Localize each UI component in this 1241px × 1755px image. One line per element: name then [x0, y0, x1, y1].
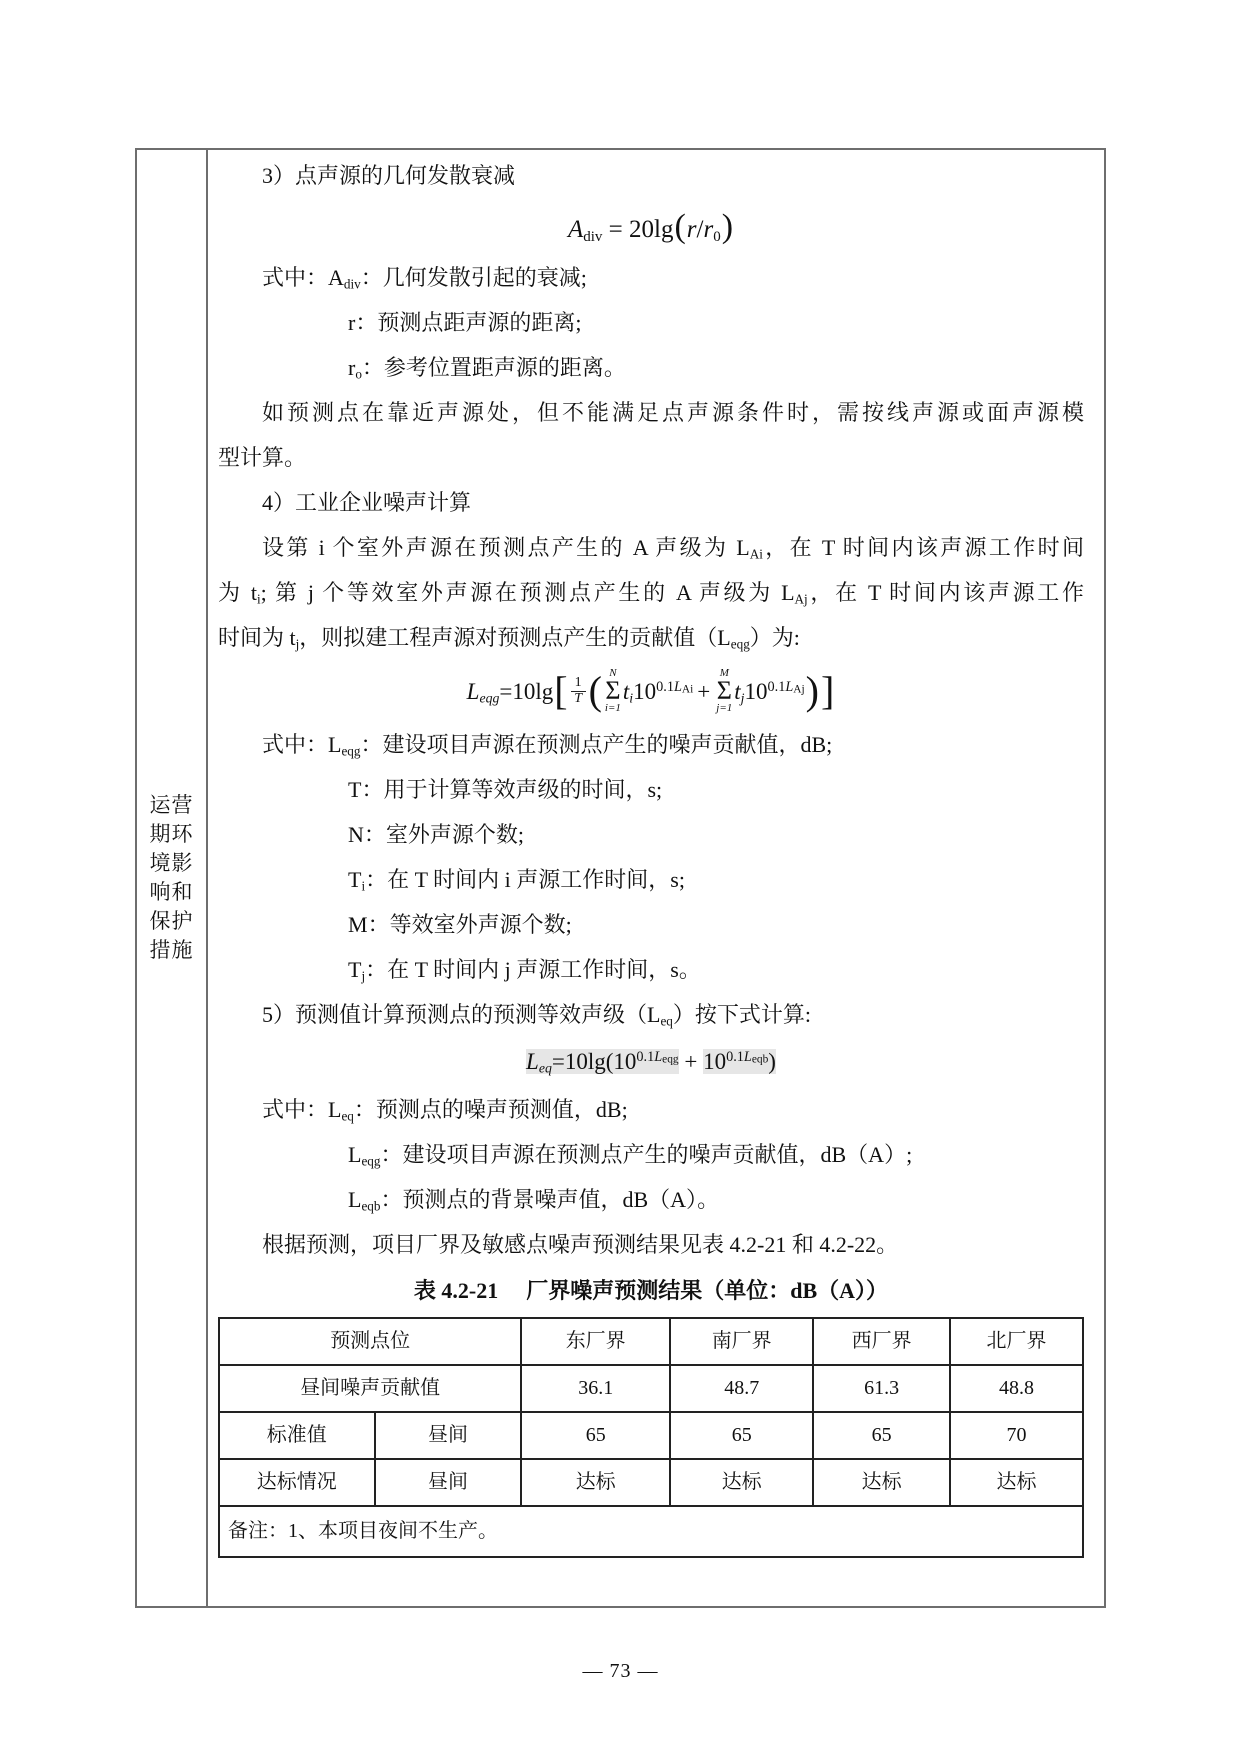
- def-leqb: $L_{eqb}$：预测点的背景噪声值，dB（A）。: [348, 1187, 720, 1214]
- sidebar-label-line: 措施: [149, 938, 194, 962]
- paragraph-near-source-line2: 型计算。: [218, 445, 307, 470]
- heading-industrial-noise-calc: 4）工业企业噪声计算: [262, 490, 472, 515]
- noise-prediction-table: [218, 1317, 1084, 1558]
- table-header-row: [219, 1318, 1083, 1365]
- table-title: [218, 1267, 1084, 1315]
- value-compliance-north: 达标: [950, 1459, 1083, 1506]
- value-compliance-west: 达标: [813, 1459, 950, 1506]
- value-compliance-south: 达标: [670, 1459, 813, 1506]
- row-label-contribution: 昼间噪声贡献值: [219, 1365, 521, 1412]
- def-Ti: $T_i$：在 T 时间内 i 声源工作时间，s;: [348, 867, 685, 894]
- formula-leqg-close-paren: ): [805, 668, 819, 713]
- row-label-standard: 标准值: [219, 1412, 375, 1459]
- heading-prediction-value: 5）预测值计算预测点的预测等效声级$(L_{eq})$按下式计算:: [262, 1002, 812, 1029]
- sidebar-label-line: 响和: [149, 880, 194, 904]
- table-row-compliance: [219, 1459, 1083, 1506]
- value-contribution-north: 48.8: [950, 1365, 1083, 1412]
- paragraph-near-source-line1: 如预测点在靠近声源处，但不能满足点声源条件时，需按线声源或面声源模: [262, 400, 1084, 425]
- paragraph-sources-line3: 时间为 $t_j$，则拟建工程声源对预测点产生的贡献值$(L_{eqg})$为:: [218, 625, 800, 652]
- formula-leqg-fraction-1-over-T: $\frac{1}{T}$: [571, 676, 586, 706]
- sidebar-label-line: 运营: [149, 793, 194, 817]
- row-sublabel-daytime-1: 昼间: [375, 1412, 522, 1459]
- value-standard-north: 70: [950, 1412, 1083, 1459]
- formula-leqg: [218, 660, 1084, 722]
- paragraph-sources-line1: 设第 i 个室外声源在预测点产生的 A 声级为 $L_{Ai}$，在 T 时间内该声源工作时间: [262, 535, 1085, 562]
- def-N: N：室外声源个数;: [348, 822, 525, 847]
- def-leq: 式中：$L_{eq}$：预测点的噪声预测值，dB;: [262, 1097, 628, 1124]
- value-contribution-east: 36.1: [521, 1365, 670, 1412]
- sidebar-label: [150, 791, 194, 965]
- formula-leq-part2: $10^{0.1L_{eqb}}$): [703, 1049, 776, 1074]
- formula-leq-part1: $L_{eq}=10\lg(10^{0.1L_{eqg}}$: [526, 1049, 679, 1076]
- formula-adiv-open-paren: (: [674, 208, 686, 245]
- formula-leq: [218, 1037, 1084, 1087]
- def-r: r：预测点距声源的距离;: [348, 310, 582, 335]
- sidebar-label-line: 保护: [149, 909, 194, 933]
- header-cell-east: 东厂界: [521, 1318, 670, 1365]
- formula-leqg-lhs: $L_{eqg}$: [466, 678, 500, 705]
- header-cell-west: 西厂界: [813, 1318, 950, 1365]
- paragraph-sources-line2: 为 $t_i$; 第 j 个等效室外声源在预测点产生的 A 声级为 $L_{Aj}$，在 T 时间内该声源工作: [218, 580, 1084, 607]
- heading-point-source-attenuation: 3）点声源的几何发散衰减: [262, 163, 516, 188]
- formula-leqg-open-bracket: [: [554, 668, 568, 713]
- formula-leqg-term-j: $t_j10^{0.1L_{Aj}}$: [734, 678, 805, 705]
- formula-adiv-lhs: $A_{div}$: [567, 216, 603, 245]
- formula-adiv-r: r: [686, 216, 697, 243]
- row-sublabel-daytime-2: 昼间: [375, 1459, 522, 1506]
- def-adiv: 式中：$A_{div}$：几何发散引起的衰减;: [262, 265, 587, 292]
- header-cell-point: 预测点位: [219, 1318, 521, 1365]
- formula-leqg-close-bracket: ]: [820, 668, 835, 713]
- paragraph-results-reference: 根据预测，项目厂界及敏感点噪声预测结果见表 4.2-21 和 4.2-22。: [262, 1232, 899, 1257]
- formula-leqg-open-paren: (: [588, 668, 602, 713]
- table-note-row: [219, 1506, 1083, 1557]
- value-standard-east: 65: [521, 1412, 670, 1459]
- def-Tj: $T_j$：在 T 时间内 j 声源工作时间，s。: [348, 957, 701, 984]
- formula-leqg-sum-j: M Σ j=1: [716, 667, 733, 715]
- def-leqg: 式中：$L_{eqg}$：建设项目声源在预测点产生的噪声贡献值，dB;: [262, 732, 833, 759]
- def-M: M：等效室外声源个数;: [348, 912, 572, 937]
- formula-adiv-eq: = 20lg: [602, 216, 674, 243]
- def-r0: $r_o$：参考位置距声源的距离。: [348, 355, 626, 382]
- def-T: T：用于计算等效声级的时间，s;: [348, 777, 663, 802]
- formula-leq-plus: +: [678, 1049, 704, 1074]
- formula-adiv-r0: $r_0$: [703, 216, 721, 245]
- header-cell-south: 南厂界: [670, 1318, 813, 1365]
- table-row-standard: [219, 1412, 1083, 1459]
- table-row-contribution: [219, 1365, 1083, 1412]
- sidebar-label-line: 期环: [149, 822, 194, 846]
- formula-adiv-slash: /: [696, 216, 704, 243]
- formula-leqg-eq: =10lg: [499, 678, 554, 704]
- main-content-cell: [208, 150, 1104, 1606]
- sidebar-label-line: 境影: [149, 851, 194, 875]
- document-frame: [135, 148, 1106, 1608]
- formula-leqg-plus: +: [697, 678, 711, 704]
- value-standard-west: 65: [813, 1412, 950, 1459]
- table-number: 表 4.2-21: [413, 1278, 499, 1303]
- value-contribution-south: 48.7: [670, 1365, 813, 1412]
- table-title-text: 厂界噪声预测结果（单位：dB（A））: [526, 1278, 889, 1303]
- row-label-compliance: 达标情况: [219, 1459, 375, 1506]
- page-number: — 73 —: [582, 1660, 659, 1682]
- formula-leqg-sum-i: N Σ i=1: [604, 667, 621, 715]
- value-compliance-east: 达标: [521, 1459, 670, 1506]
- formula-adiv-close-paren: ): [721, 208, 734, 245]
- header-cell-north: 北厂界: [950, 1318, 1083, 1365]
- table-note: 备注：1、本项目夜间不生产。: [219, 1506, 1083, 1557]
- formula-leqg-term-i: $t_i10^{0.1L_{Ai}}$: [622, 678, 694, 705]
- sidebar-cell: [137, 150, 208, 1606]
- value-contribution-west: 61.3: [813, 1365, 950, 1412]
- formula-adiv: [218, 198, 1084, 255]
- value-standard-south: 65: [670, 1412, 813, 1459]
- def-leqg-2: $L_{eqg}$：建设项目声源在预测点产生的噪声贡献值，dB（A）;: [348, 1142, 913, 1169]
